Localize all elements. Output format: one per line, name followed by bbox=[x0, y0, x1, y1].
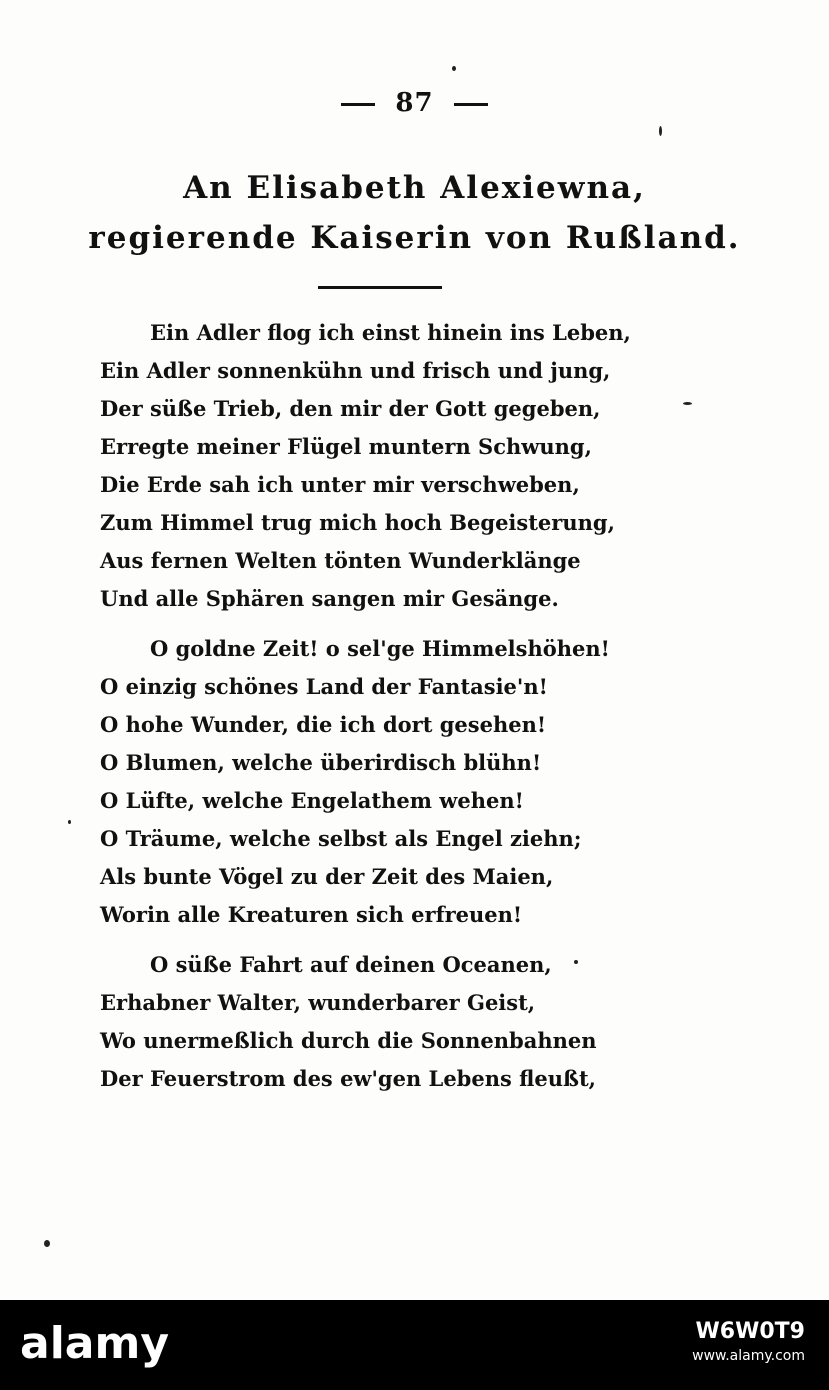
poem-line: Der süße Trieb, den mir der Gott gegeben, bbox=[100, 396, 601, 421]
poem-line: Ein Adler sonnenkühn und frisch und jung, bbox=[100, 358, 611, 383]
page-header bbox=[0, 88, 829, 118]
poem-line: Wo unermeßlich durch die Sonnenbahnen bbox=[100, 1028, 597, 1053]
poem-line: O Blumen, welche überirdisch blühn! bbox=[100, 750, 542, 775]
watermark-bar bbox=[0, 1300, 829, 1390]
poem-line: Zum Himmel trug mich hoch Begeisterung, bbox=[100, 510, 615, 535]
poem-line: Ein Adler flog ich einst hinein ins Leben, bbox=[150, 320, 631, 345]
poem-line: Erregte meiner Flügel muntern Schwung, bbox=[100, 434, 592, 459]
poem-line: Als bunte Vögel zu der Zeit des Maien, bbox=[100, 864, 554, 889]
poem-title-line1: An Elisabeth Alexiewna, bbox=[183, 170, 646, 206]
scan-speck bbox=[683, 402, 692, 405]
site-url: www.alamy.com bbox=[692, 1348, 805, 1364]
poem-line: O hohe Wunder, die ich dort gesehen! bbox=[100, 712, 547, 737]
header-dash-left bbox=[341, 103, 375, 106]
scan-speck bbox=[659, 126, 662, 136]
scan-speck bbox=[574, 960, 578, 964]
poem-line: O Lüfte, welche Engelathem wehen! bbox=[100, 788, 524, 813]
scan-speck bbox=[452, 66, 456, 71]
poem-line: Erhabner Walter, wunderbarer Geist, bbox=[100, 990, 536, 1015]
stanza-3 bbox=[100, 946, 600, 1098]
poem-line: Aus fernen Welten tönten Wunderklänge bbox=[100, 548, 581, 573]
image-id: W6W0T9 bbox=[695, 1319, 805, 1344]
image-meta bbox=[692, 1320, 805, 1368]
poem-line: Und alle Sphären sangen mir Gesänge. bbox=[100, 586, 559, 611]
poem-title-line2: regierende Kaiserin von Rußland. bbox=[88, 220, 741, 256]
poem-line: O Träume, welche selbst als Engel ziehn; bbox=[100, 826, 582, 851]
brand-logo: alamy bbox=[20, 1318, 169, 1369]
poem-line: O süße Fahrt auf deinen Oceanen, bbox=[150, 952, 552, 977]
stanza-2 bbox=[100, 630, 610, 934]
scan-speck bbox=[44, 1240, 50, 1247]
scan-speck bbox=[68, 820, 71, 824]
poem-line: O einzig schönes Land der Fantasie'n! bbox=[100, 674, 548, 699]
header-dash-right bbox=[454, 103, 488, 106]
page-number: 87 bbox=[395, 88, 434, 118]
title-divider bbox=[318, 286, 442, 289]
poem-line: Die Erde sah ich unter mir verschweben, bbox=[100, 472, 580, 497]
poem-line: O goldne Zeit! o sel'ge Himmelshöhen! bbox=[150, 636, 610, 661]
stanza-1 bbox=[100, 314, 631, 618]
poem-line: Der Feuerstrom des ew'gen Lebens fleußt, bbox=[100, 1066, 596, 1091]
poem-line: Worin alle Kreaturen sich erfreuen! bbox=[100, 902, 523, 927]
